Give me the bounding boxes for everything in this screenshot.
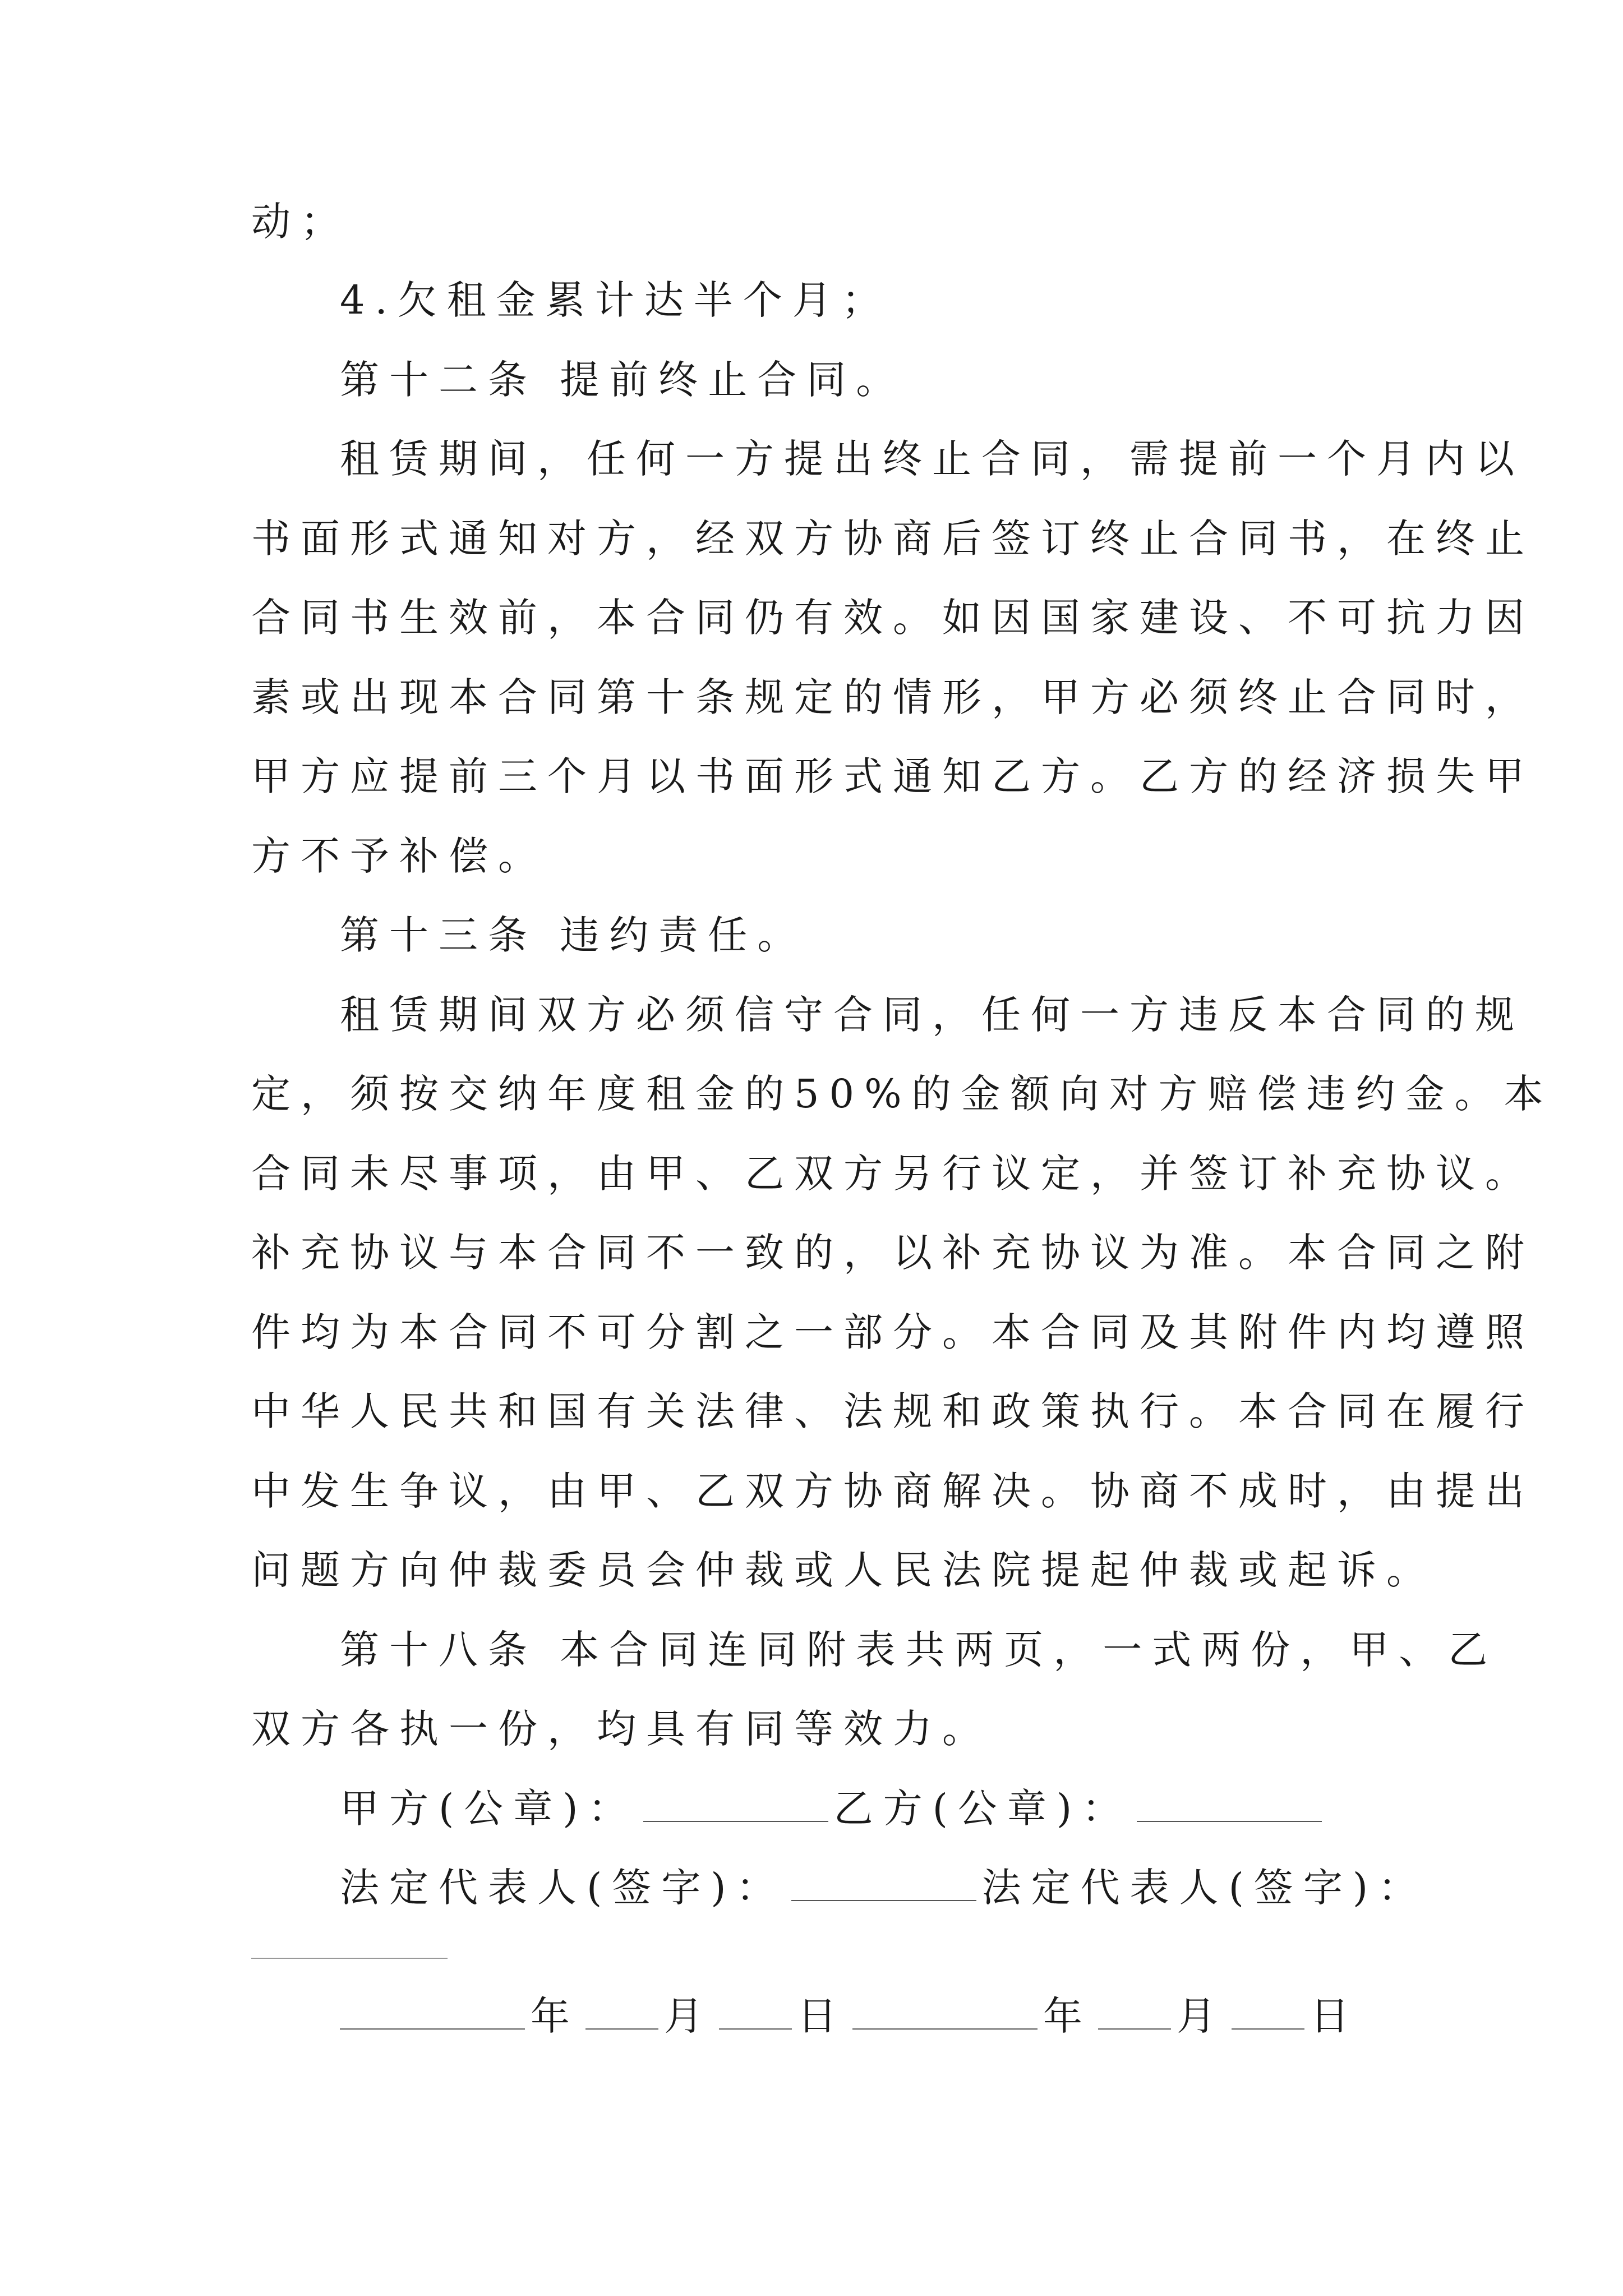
paragraph-line: 书面形式通知对方，经双方协商后签订终止合同书，在终止 xyxy=(251,516,1534,562)
party-b-seal-label: 乙方(公章)： xyxy=(833,1786,1132,1832)
list-item: 4.欠租金累计达半个月； xyxy=(340,277,891,323)
paragraph-line: 租赁期间，任何一方提出终止合同，需提前一个月内以 xyxy=(340,436,1524,482)
date-line xyxy=(340,1988,1359,2044)
date-a-day: 日 xyxy=(797,1993,847,2039)
paragraph-line: 定，须按交纳年度租金的50%的金额向对方赔偿违约金。本 xyxy=(251,1071,1553,1117)
paragraph-line: 动； xyxy=(251,199,350,245)
seal-line xyxy=(340,1780,1327,1837)
document-page xyxy=(251,0,1553,2296)
date-a-year-blank xyxy=(340,1996,525,2030)
date-a-day-blank xyxy=(719,1996,792,2030)
article-heading: 第十二条 提前终止合同。 xyxy=(340,357,906,403)
article-heading: 第十三条 违约责任。 xyxy=(340,912,807,958)
rep-a-label: 法定代表人(签字)： xyxy=(340,1865,786,1911)
paragraph-line: 合同未尽事项，由甲、乙双方另行议定，并签订补充协议。 xyxy=(251,1151,1534,1197)
paragraph-line: 合同书生效前，本合同仍有效。如因国家建设、不可抗力因 xyxy=(251,595,1534,641)
paragraph-line: 第十八条 本合同连同附表共两页，一式两份，甲、乙 xyxy=(340,1627,1498,1673)
paragraph-line: 中华人民共和国有关法律、法规和政策执行。本合同在履行 xyxy=(251,1388,1534,1434)
date-a-month-blank xyxy=(585,1996,658,2030)
rep-b-label: 法定代表人(签字)： xyxy=(981,1865,1428,1911)
date-b-month: 月 xyxy=(1177,1993,1226,2039)
party-a-seal-label: 甲方(公章)： xyxy=(340,1786,638,1832)
paragraph-line: 方不予补偿。 xyxy=(251,833,547,879)
rep-b-blank xyxy=(251,1958,448,1959)
paragraph-line: 中发生争议，由甲、乙双方协商解决。协商不成时，由提出 xyxy=(251,1468,1534,1514)
rep-a-blank xyxy=(791,1867,976,1901)
representative-line xyxy=(340,1860,1427,1916)
paragraph-line: 租赁期间双方必须信守合同，任何一方违反本合同的规 xyxy=(340,992,1524,1038)
date-b-year: 年 xyxy=(1043,1993,1092,2039)
date-b-day: 日 xyxy=(1310,1993,1359,2039)
paragraph-line: 双方各执一份，均具有同等效力。 xyxy=(251,1706,992,1752)
paragraph-line: 件均为本合同不可分割之一部分。本合同及其附件内均遵照 xyxy=(251,1309,1534,1355)
paragraph-line: 补充协议与本合同不一致的，以补充协议为准。本合同之附 xyxy=(251,1230,1534,1276)
date-b-month-blank xyxy=(1098,1996,1171,2030)
party-a-seal-blank xyxy=(643,1788,828,1822)
date-a-year: 年 xyxy=(531,1993,580,2039)
party-b-seal-blank xyxy=(1137,1788,1322,1822)
paragraph-line: 问题方向仲裁委员会仲裁或人民法院提起仲裁或起诉。 xyxy=(251,1547,1436,1593)
date-b-day-blank xyxy=(1232,1996,1304,2030)
paragraph-line: 甲方应提前三个月以书面形式通知乙方。乙方的经济损失甲 xyxy=(251,753,1534,799)
date-b-year-blank xyxy=(852,1996,1038,2030)
paragraph-line: 素或出现本合同第十条规定的情形，甲方必须终止合同时， xyxy=(251,674,1534,720)
date-a-month: 月 xyxy=(664,1993,713,2039)
